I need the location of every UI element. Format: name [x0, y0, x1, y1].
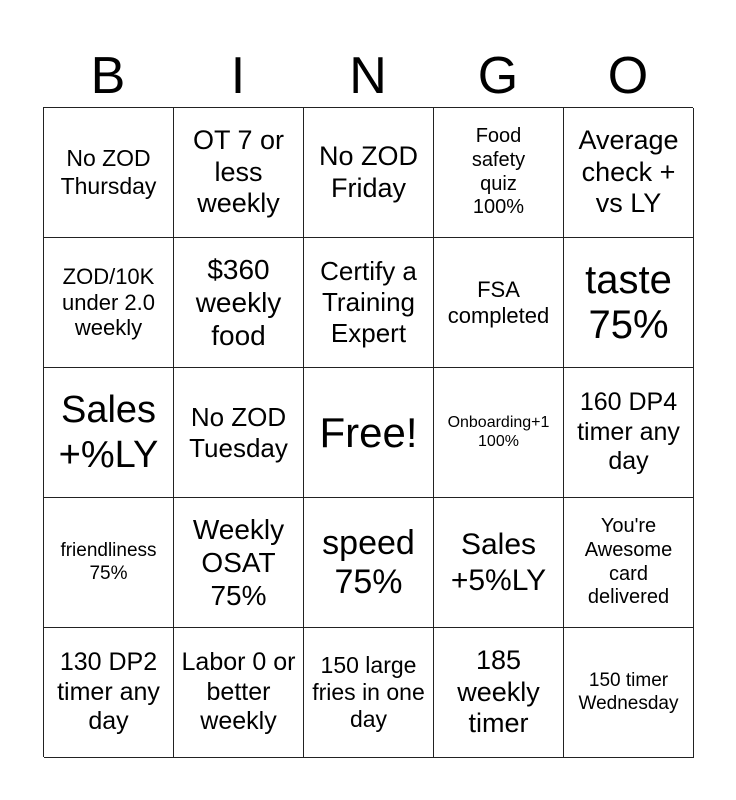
cell-text: 130 DP2 timer any day [57, 648, 160, 736]
bingo-cell[interactable] [174, 498, 304, 628]
bingo-cell[interactable] [174, 238, 304, 368]
header-letter-g: G [477, 47, 519, 105]
cell-text: No ZOD Tuesday [189, 401, 288, 463]
bingo-cell[interactable] [304, 628, 434, 758]
bingo-cell[interactable] [564, 368, 694, 498]
cell-text: Average check + vs LY [578, 124, 679, 219]
cell-text: Sales +5%LY [450, 528, 547, 597]
bingo-cell[interactable] [434, 108, 564, 238]
cell-text: No ZOD Thursday [60, 145, 157, 199]
bingo-cell[interactable] [174, 368, 304, 498]
bingo-cell[interactable] [564, 108, 694, 238]
header-letter-i: I [230, 47, 246, 105]
header-letter-n: N [349, 47, 387, 105]
cell-text: Certify a Training Expert [320, 256, 417, 348]
cell-text: Weekly OSAT 75% [192, 513, 285, 612]
bingo-cell[interactable] [434, 628, 564, 758]
cell-text: 160 DP4 timer any day [577, 388, 680, 476]
cell-text: Free! [319, 408, 418, 456]
bingo-cell[interactable] [174, 108, 304, 238]
bingo-cell[interactable] [44, 238, 174, 368]
bingo-cell[interactable] [434, 498, 564, 628]
bingo-cell[interactable] [44, 498, 174, 628]
bingo-board [43, 107, 693, 757]
bingo-cell[interactable] [44, 108, 174, 238]
bingo-cell[interactable] [564, 628, 694, 758]
cell-text: OT 7 or less weekly [192, 124, 285, 219]
cell-text: taste 75% [585, 257, 672, 347]
bingo-cell[interactable] [304, 238, 434, 368]
bingo-cell[interactable] [304, 108, 434, 238]
cell-text: friendliness 75% [60, 540, 157, 584]
cell-text: Food safety quiz 100% [471, 125, 526, 219]
cell-text: 150 large fries in one day [312, 651, 425, 733]
cell-text: Sales +%LY [58, 388, 159, 476]
bingo-cell[interactable] [434, 238, 564, 368]
bingo-cell[interactable] [564, 498, 694, 628]
header-letter-o: O [607, 47, 649, 105]
cell-text: Onboarding+1 100% [447, 413, 550, 450]
cell-text: $360 weekly food [195, 253, 282, 352]
cell-text: You're Awesome card delivered [584, 515, 673, 609]
bingo-cell[interactable] [304, 498, 434, 628]
cell-text: speed 75% [322, 524, 415, 601]
cell-text: 185 weekly timer [457, 644, 540, 739]
free-space[interactable] [304, 368, 434, 498]
cell-text: 150 timer Wednesday [578, 670, 679, 714]
bingo-header [43, 44, 693, 108]
cell-text: Labor 0 or better weekly [181, 648, 296, 736]
cell-text: ZOD/10K under 2.0 weekly [62, 263, 155, 341]
cell-text: No ZOD Friday [318, 140, 418, 203]
bingo-cell[interactable] [564, 238, 694, 368]
cell-text: FSA completed [447, 276, 550, 328]
bingo-cell[interactable] [44, 628, 174, 758]
bingo-cell[interactable] [174, 628, 304, 758]
header-letter-b: B [90, 47, 126, 105]
bingo-cell[interactable] [44, 368, 174, 498]
bingo-cell[interactable] [434, 368, 564, 498]
